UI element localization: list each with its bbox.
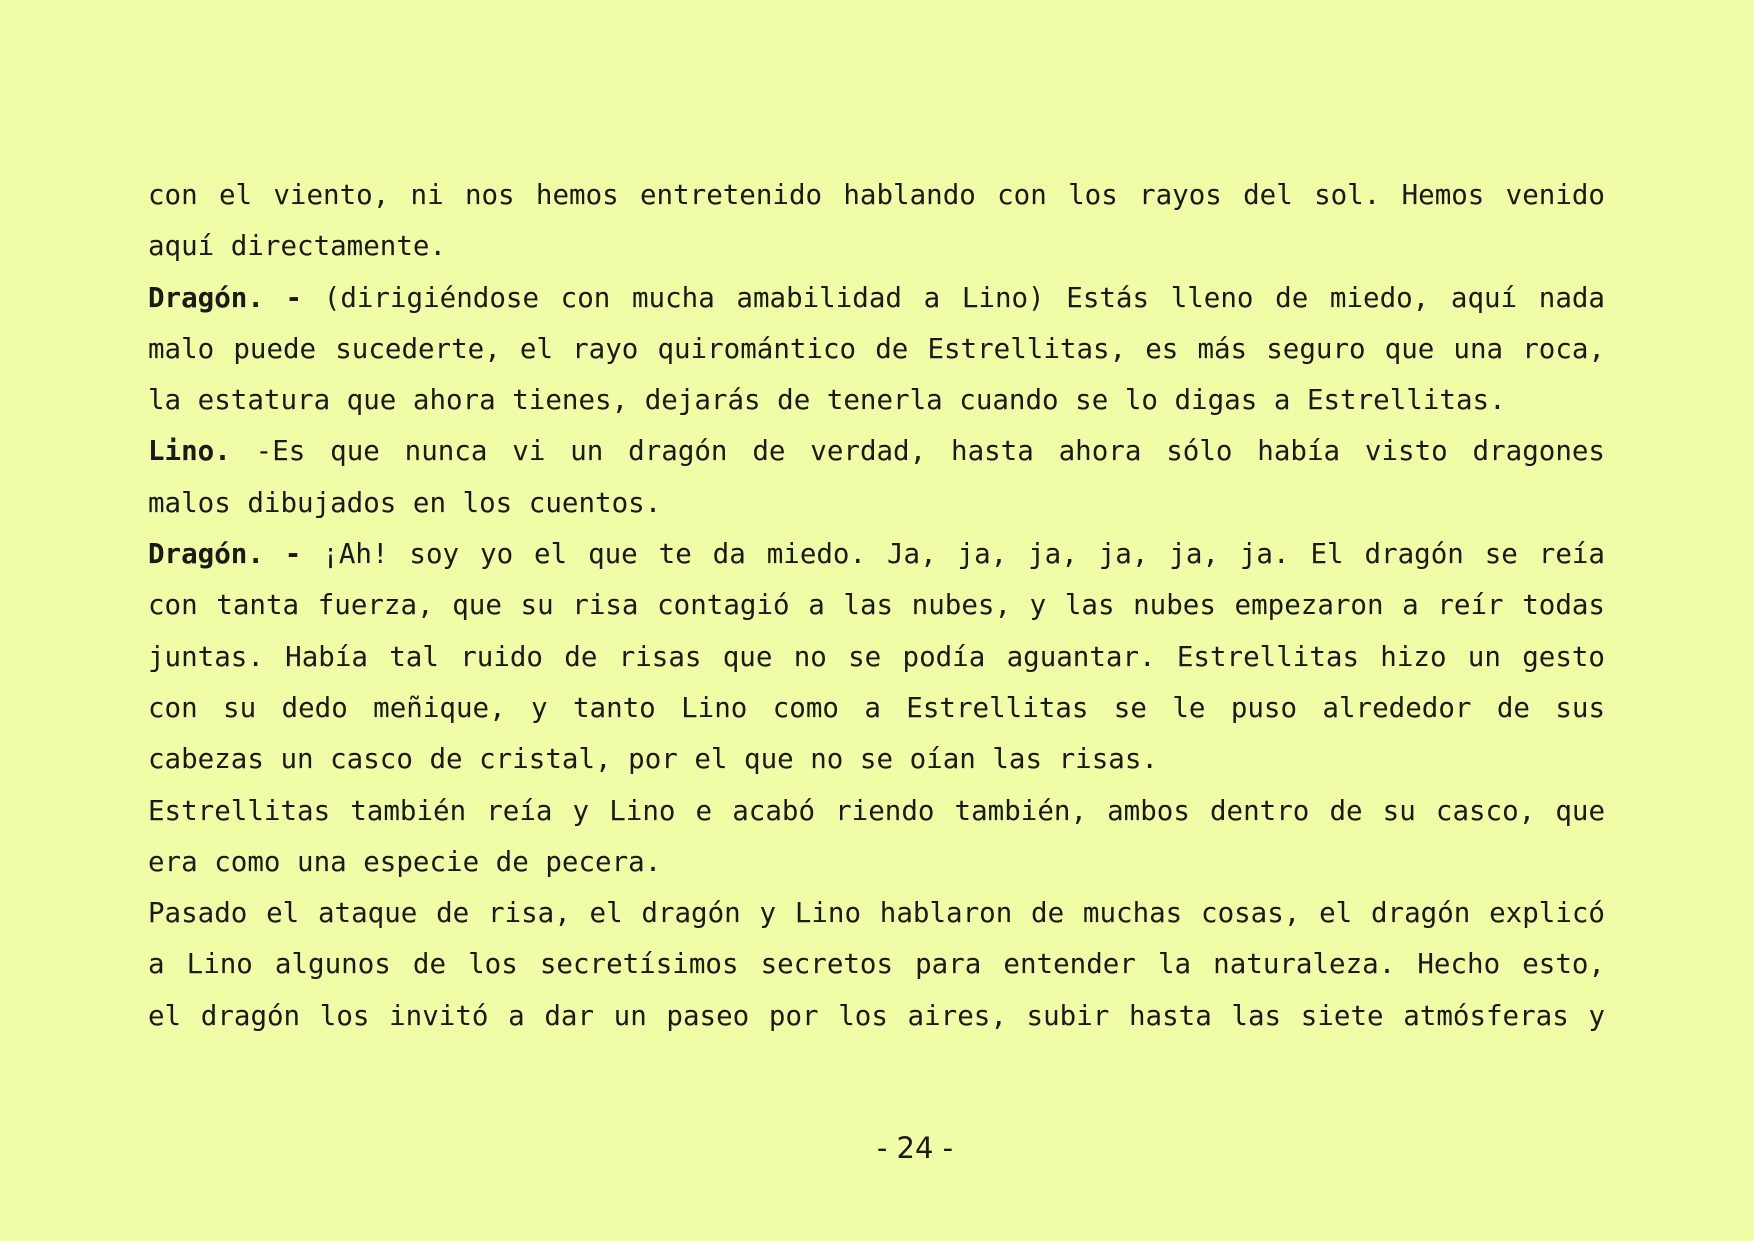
text-line xyxy=(148,632,1605,683)
line-text: Pasado el ataque de risa, el dragón y Lino hablaron de muchas cosas, el dragón explicó xyxy=(148,897,1605,930)
text-line xyxy=(148,170,1605,221)
text-line xyxy=(148,991,1605,1042)
text-line xyxy=(148,837,1605,888)
text-line xyxy=(148,426,1605,477)
text-line xyxy=(148,786,1605,837)
text-line xyxy=(148,221,1605,272)
line-text: a Lino algunos de los secretísimos secretos para entender la naturaleza. Hecho esto, xyxy=(148,948,1605,981)
line-text: con tanta fuerza, que su risa contagió a las nubes, y las nubes empezaron a reír todas xyxy=(148,589,1605,622)
speaker-name: Dragón. - xyxy=(148,281,303,314)
text-line xyxy=(148,734,1605,785)
text-line xyxy=(148,529,1605,580)
text-line xyxy=(148,580,1605,631)
line-text: ¡Ah! soy yo el que te da miedo. Ja, ja, ja, ja, ja, ja. El dragón se reía xyxy=(301,538,1605,571)
line-text: el dragón los invitó a dar un paseo por los aires, subir hasta las siete atmósferas y xyxy=(148,999,1605,1032)
line-text: juntas. Había tal ruido de risas que no se podía aguantar. Estrellitas hizo un gesto xyxy=(148,640,1605,673)
page-number: - 24 - xyxy=(876,1131,954,1165)
line-text: malos dibujados en los cuentos. xyxy=(148,486,662,519)
line-text: era como una especie de pecera. xyxy=(148,845,662,878)
text-line xyxy=(148,478,1605,529)
line-text: con su dedo meñique, y tanto Lino como a Estrellitas se le puso alrededor de sus xyxy=(148,691,1605,724)
line-text: con el viento, ni nos hemos entretenido hablando con los rayos del sol. Hemos venido xyxy=(148,179,1605,211)
page-body-text xyxy=(148,170,1605,1042)
line-text: aquí directamente. xyxy=(148,230,447,263)
line-text: Estrellitas también reía y Lino e acabó riendo también, ambos dentro de su casco, que xyxy=(148,794,1605,827)
line-text: malo puede sucederte, el rayo quiromántico de Estrellitas, es más seguro que una roca, xyxy=(148,332,1605,365)
speaker-name: Dragón. - xyxy=(148,538,302,571)
text-line xyxy=(148,683,1605,734)
text-line xyxy=(148,375,1605,426)
line-text: cabezas un casco de cristal, por el que no se oían las risas. xyxy=(148,743,1158,776)
text-line xyxy=(148,324,1605,375)
text-line xyxy=(148,888,1605,939)
line-text: -Es que nunca vi un dragón de verdad, hasta ahora sólo había visto dragones xyxy=(230,435,1605,468)
line-text: (dirigiéndose con mucha amabilidad a Lino) Estás lleno de miedo, aquí nada xyxy=(302,281,1605,314)
text-line xyxy=(148,273,1605,324)
speaker-name: Lino. xyxy=(148,435,231,468)
line-text: la estatura que ahora tienes, dejarás de tenerla cuando se lo digas a Estrellitas. xyxy=(148,384,1506,417)
text-line xyxy=(148,939,1605,990)
